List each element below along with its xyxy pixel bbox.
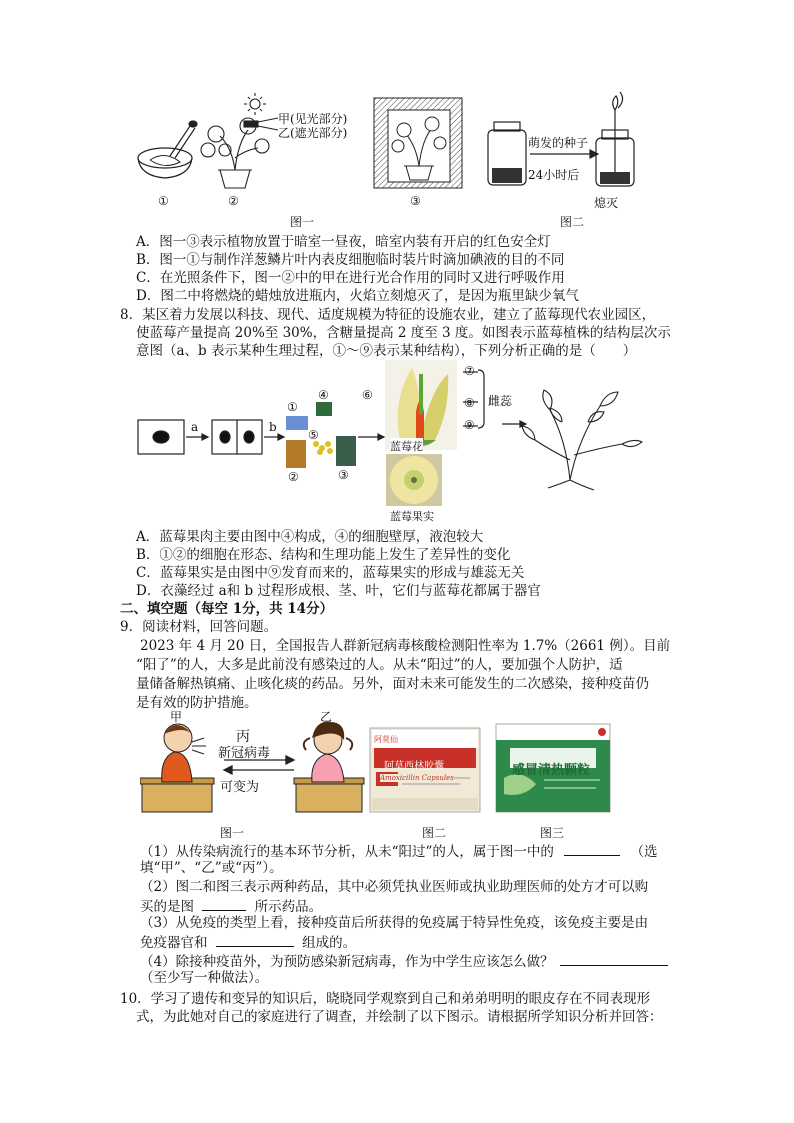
q9-sub1-text-b: （选 [630,844,658,860]
q9-material-3: 量储备解热镇痛、止咳化痰的药品。另外，面对未来可能发生的二次感染，接种疫苗仍 [136,676,649,692]
q9-sub4-cont: （至少写一种做法）。 [140,970,269,986]
label-jia-light: 甲(见光部分) [278,112,348,126]
q9-sub2: （2）图二和图三表示两种药品，其中必须凭执业医师或执业助理医师的处方才可以购 [140,879,649,895]
label-n1: ① [158,194,169,208]
label-n9: ⑨ [464,418,475,432]
q9-sub3-cont [140,932,356,952]
girl-icon [294,722,364,812]
q8-line-1: 8．某区着力发展以科技、现代、适度规模为特征的设施农业，建立了蓝莓现代农业园区， [120,307,656,323]
label-jia: 甲 [170,710,183,724]
q7-option-b: B．图一①与制作洋葱鳞片叶内表皮细胞临时装片时滴加碘液的目的不同 [136,252,565,268]
label-fruit: 蓝莓果实 [390,510,434,523]
q7-option-a: A．图一③表示植物放置于暗室一昼夜，暗室内装有开启的红色安全灯 [136,234,551,250]
tissue-5-icon [313,441,333,455]
q9-sub4-blank[interactable] [560,951,668,966]
q9-title: 9．阅读材料，回答问题。 [120,619,278,635]
tissue-2-icon [286,440,306,468]
label-n4: ④ [318,388,329,402]
plant-experiment-figure [120,88,680,233]
q9-material-1: 2023 年 4 月 20 日，全国报告人群新冠病毒核酸检测阳性率为 1.7%（2661 例）。目前 [140,638,671,654]
label-n6: ⑥ [362,388,373,402]
q9-sub2-text-b: 买的是图 [140,899,194,915]
dark-box-plant-icon [374,98,462,188]
beaker-icon [138,121,197,178]
caption-fig3: 图三 [540,826,565,840]
label-n5: ⑤ [308,428,319,442]
tissue-3-icon [336,436,356,466]
box2-title: 感冒清热颗粒 [512,763,591,778]
label-flower: 蓝莓花 [390,440,423,453]
q9-sub1-cont: 填“甲”、“乙”或“丙”）。 [140,860,283,876]
label-out: 熄灭 [594,196,619,210]
q9-sub2-text-c: 所示药品。 [254,899,323,915]
q10-line-1: 10．学习了遗传和变异的知识后，晓晓同学观察到自己和弟弟明明的眼皮存在不同表现形 [120,991,651,1007]
label-n2: ② [288,470,299,484]
label-bing: 丙 [236,729,250,745]
q9-material-4: 是有效的防护措施。 [136,695,258,711]
box1-latin: Amoxicillin Capsules [380,774,454,782]
q9-sub4 [140,951,668,971]
label-yi: 乙 [320,710,333,724]
label-seeds: 萌发的种子 [528,136,589,150]
blueberry-structure-figure [130,360,660,522]
q9-material-2: “阳了”的人，大多是此前没有感染过的人。从未“阳过”的人，要加强个人防护，适 [136,657,623,673]
q7-option-c: C．在光照条件下，图一②中的甲在进行光合作用的同时又进行呼吸作用 [136,270,565,286]
label-yi-shade: 乙(遮光部分) [278,126,348,140]
q9-sub3-blank[interactable] [216,932,294,947]
label-n8: ⑧ [464,396,475,410]
label-n1: ① [287,400,298,414]
blueberry-flower-icon [385,360,457,450]
tissue-4-icon [316,402,332,416]
caption-fig2: 图二 [422,826,447,840]
q9-sub1-text: （1）从传染病流行的基本环节分析，从未“阳过”的人，属于图一中的 [140,844,554,860]
box1-title: 阿莫西林胶囊 [384,761,444,772]
label-b: b [269,420,277,434]
q8-option-a: A．蓝莓果肉主要由图中④构成，④的细胞壁厚，液泡较大 [136,529,484,545]
q9-sub3-text-c: 组成的。 [302,935,357,951]
q9-figure [140,708,620,842]
q9-sub3: （3）从免疫的类型上看，接种疫苗后所获得的免疫属于特异性免疫，该免疫主要是由 [140,915,649,931]
tissue-1-icon [286,416,308,430]
q9-sub3-text-b: 免疫器官和 [140,935,208,951]
q9-sub1 [140,841,658,861]
caption-fig1: 图一 [290,215,315,229]
q8-option-d: D．衣藻经过 a和 b 过程形成根、茎、叶，它们与蓝莓花都属于器官 [136,583,541,599]
label-n2: ② [228,194,239,208]
label-hours: 24小时后 [528,168,580,182]
label-n3: ③ [410,194,421,208]
q8-option-b: B．①②的细胞在形态、结构和生理功能上发生了差异性的变化 [136,547,511,563]
caption-fig1: 图一 [220,826,245,840]
section-2-heading: 二、填空题（每空 1分，共 14分） [120,601,334,617]
label-pistil: 雌蕊 [488,394,513,408]
q9-sub2-blank[interactable] [202,896,246,911]
label-n3: ③ [338,468,349,482]
label-n7: ⑦ [464,364,475,378]
label-a: a [191,420,199,434]
blueberry-fruit-icon [386,454,442,506]
q8-line-2: 使蓝莓产量提高 20%至 30%，含糖量提高 2 度至 3 度。如图表示蓝莓植株的结构层次示 [136,325,671,341]
q8-option-c: C．蓝莓果实是由图中⑨发育而来的，蓝莓果实的形成与雄蕊无关 [136,565,525,581]
label-change: 可变为 [220,780,260,795]
q10-line-2: 式，为此她对自己的家庭进行了调查，并绘制了以下图示。请根据所学知识分析并回答： [136,1009,663,1025]
caption-fig2: 图二 [560,215,585,229]
box1-brand: 阿莫仙 [374,735,398,744]
sick-boy-icon [140,724,214,812]
q7-option-d: D．图二中将燃烧的蜡烛放进瓶内，火焰立刻熄灭了，是因为瓶里缺少氧气 [136,288,579,304]
q9-sub4-text: （4）除接种疫苗外，为预防感染新冠病毒，作为中学生应该怎么做？ [140,954,554,970]
q9-sub1-blank[interactable] [564,841,620,856]
blueberry-plant-icon [522,390,642,490]
potted-plant-icon [201,93,278,188]
q9-sub2-cont [140,896,322,916]
q8-line-3: 意图（a、b 表示某种生理过程，①～⑨表示某种结构），下列分析正确的是（ ） [136,343,637,359]
label-virus: 新冠病毒 [218,746,271,761]
figure-1-2 [120,88,680,233]
candle-jar-icon [596,92,634,186]
